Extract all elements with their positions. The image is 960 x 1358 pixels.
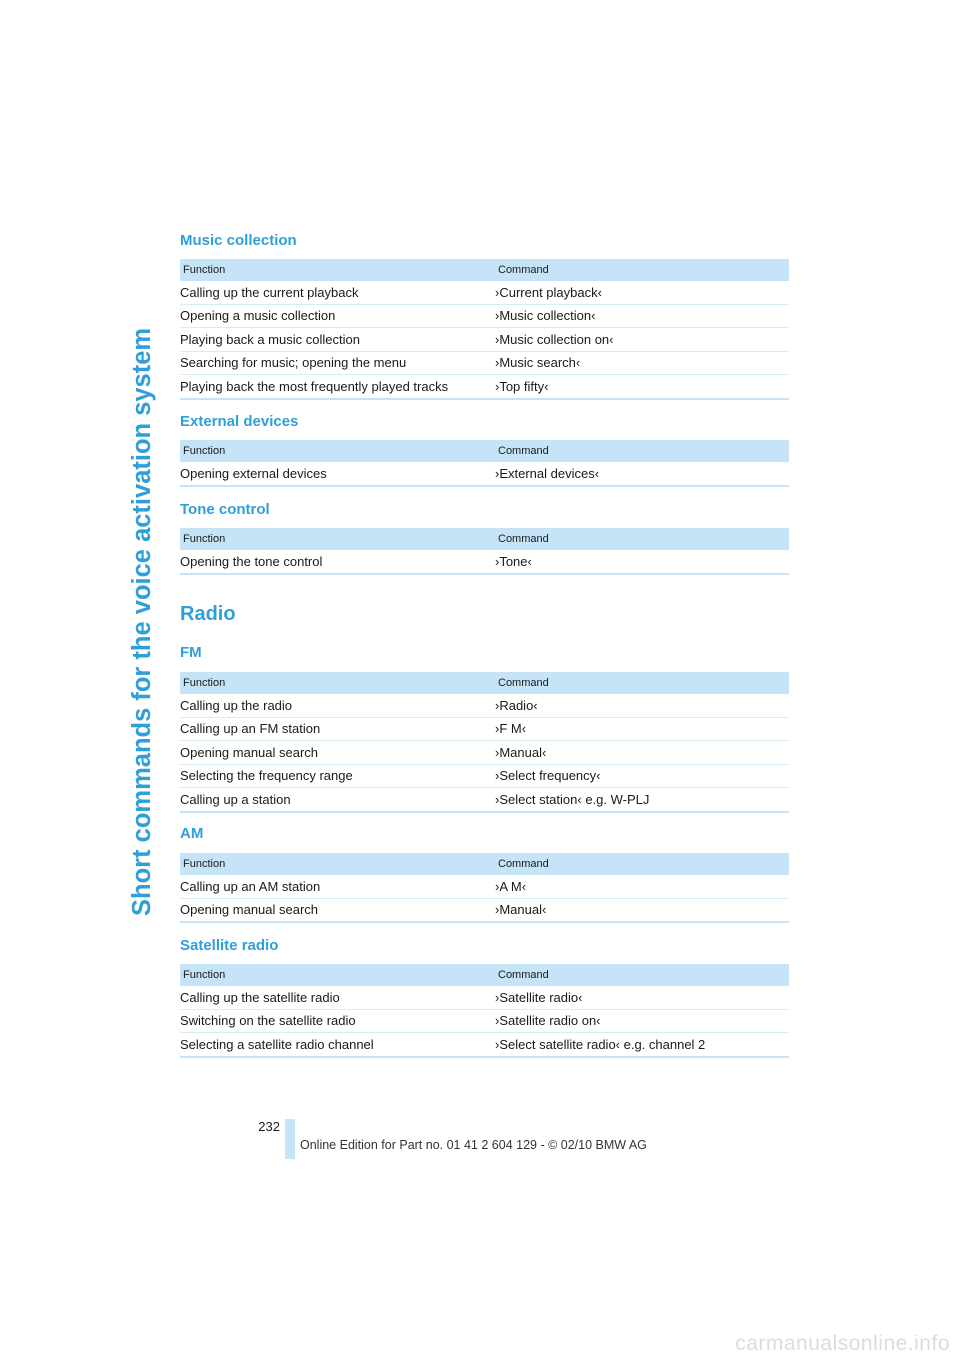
table-satellite-radio: [180, 964, 789, 1058]
cell-command: ›Tone‹: [495, 553, 532, 569]
table-row: [180, 1010, 789, 1034]
cell-command: ›Select satellite radio‹ e.g. channel 2: [495, 1036, 706, 1052]
table-header: [180, 672, 789, 694]
cell-function: Calling up an FM station: [180, 721, 321, 737]
cell-function: Selecting a satellite radio channel: [180, 1036, 374, 1052]
header-command: Command: [498, 533, 549, 545]
section-title-tone-control: Tone control: [180, 501, 270, 518]
table-header: [180, 853, 789, 875]
sidebar-chapter-title: Short commands for the voice activation system: [128, 327, 156, 916]
table-fm: [180, 672, 789, 813]
header-function: Function: [183, 858, 226, 870]
table-external-devices: [180, 440, 789, 487]
table-row: [180, 694, 789, 718]
header-command: Command: [498, 445, 549, 457]
table-header: [180, 528, 789, 550]
table-header: [180, 259, 789, 281]
table-row: [180, 986, 789, 1010]
cell-function: Switching on the satellite radio: [180, 1013, 356, 1029]
cell-function: Opening external devices: [180, 465, 327, 481]
table-row: [180, 328, 789, 352]
section-title-am: AM: [180, 825, 204, 842]
cell-command: ›Radio‹: [495, 697, 538, 713]
cell-function: Calling up an AM station: [180, 878, 321, 894]
cell-function: Opening a music collection: [180, 308, 336, 324]
header-command: Command: [498, 264, 549, 276]
table-row: [180, 741, 789, 765]
footer-accent-bar: [285, 1119, 295, 1159]
cell-function: Opening manual search: [180, 744, 319, 760]
page-number: 232: [258, 1119, 280, 1134]
cell-function: Calling up the current playback: [180, 284, 359, 300]
table-row: [180, 462, 789, 487]
header-function: Function: [183, 969, 226, 981]
header-function: Function: [183, 445, 226, 457]
table-row: [180, 375, 789, 400]
cell-command: ›Music search‹: [495, 355, 581, 371]
table-row: [180, 352, 789, 376]
cell-command: ›Satellite radio on‹: [495, 1013, 601, 1029]
table-row: [180, 1033, 789, 1058]
chapter-title-radio: Radio: [180, 603, 236, 625]
cell-command: ›Music collection on‹: [495, 331, 614, 347]
header-command: Command: [498, 858, 549, 870]
cell-function: Playing back a music collection: [180, 331, 360, 347]
cell-function: Calling up a station: [180, 791, 291, 807]
cell-command: ›Current playback‹: [495, 284, 602, 300]
section-title-external-devices: External devices: [180, 413, 299, 430]
header-command: Command: [498, 969, 549, 981]
cell-command: ›Manual‹: [495, 744, 547, 760]
table-header: [180, 964, 789, 986]
cell-command: ›Select frequency‹: [495, 768, 601, 784]
header-function: Function: [183, 264, 226, 276]
cell-function: Calling up the satellite radio: [180, 989, 340, 1005]
table-row: [180, 788, 789, 813]
table-row: [180, 718, 789, 742]
cell-function: Calling up the radio: [180, 697, 293, 713]
cell-command: ›External devices‹: [495, 465, 600, 481]
header-command: Command: [498, 677, 549, 689]
cell-function: Playing back the most frequently played tracks: [180, 378, 449, 394]
cell-command: ›Select station‹ e.g. W-PLJ: [495, 791, 650, 807]
cell-command: ›A M‹: [495, 878, 527, 894]
table-row: [180, 281, 789, 305]
table-row: [180, 305, 789, 329]
cell-command: ›F M‹: [495, 721, 527, 737]
table-row: [180, 875, 789, 899]
table-row: [180, 899, 789, 924]
section-title-fm: FM: [180, 644, 202, 661]
cell-command: ›Manual‹: [495, 902, 547, 918]
footer-edition-text: Online Edition for Part no. 01 41 2 604 129 - © 02/10 BMW AG: [300, 1138, 647, 1152]
table-row: [180, 550, 789, 575]
cell-command: ›Satellite radio‹: [495, 989, 583, 1005]
watermark: carmanualsonline.info: [735, 1332, 950, 1355]
cell-command: ›Music collection‹: [495, 308, 596, 324]
section-title-satellite-radio: Satellite radio: [180, 937, 279, 954]
header-function: Function: [183, 677, 226, 689]
cell-function: Searching for music; opening the menu: [180, 355, 407, 371]
table-tone-control: [180, 528, 789, 575]
header-function: Function: [183, 533, 226, 545]
table-music-collection: [180, 259, 789, 400]
cell-function: Opening the tone control: [180, 553, 323, 569]
table-row: [180, 765, 789, 789]
table-header: [180, 440, 789, 462]
section-title-music-collection: Music collection: [180, 232, 297, 249]
cell-command: ›Top fifty‹: [495, 378, 549, 394]
cell-function: Opening manual search: [180, 902, 319, 918]
table-am: [180, 853, 789, 923]
cell-function: Selecting the frequency range: [180, 768, 353, 784]
